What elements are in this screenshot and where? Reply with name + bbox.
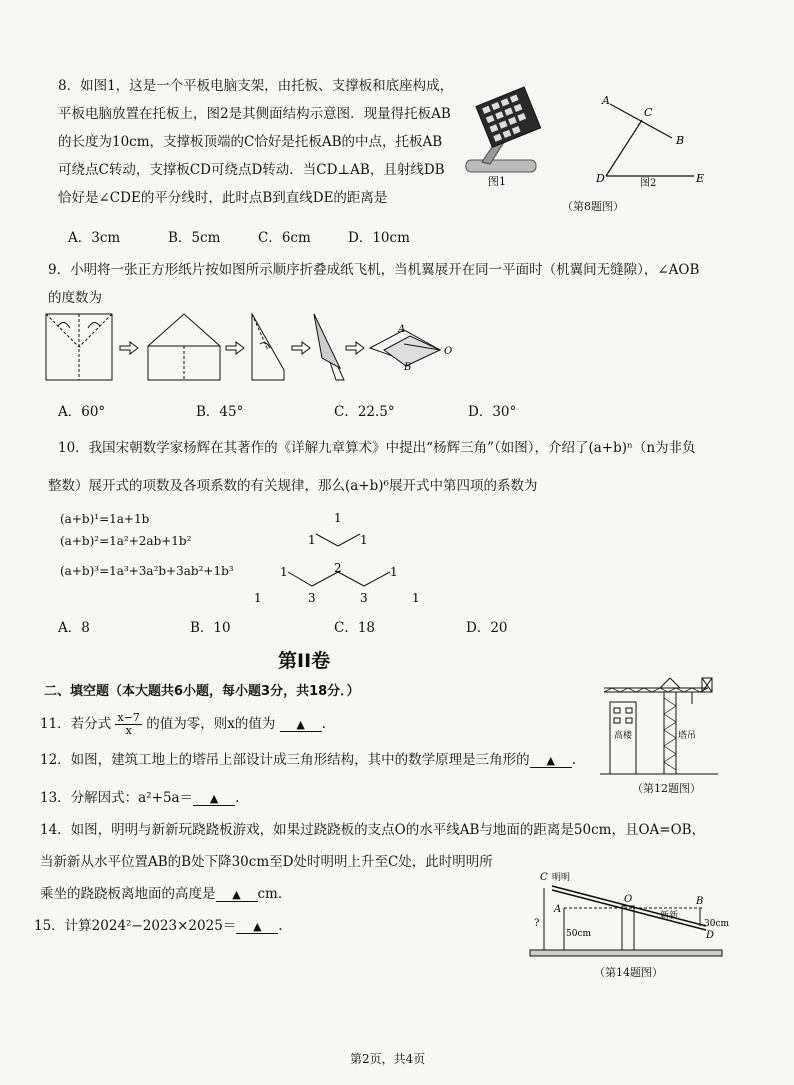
q10-line-1: 10．我国宋朝数学家杨辉在其著作的《详解九章算术》中提出“杨辉三角”（如图），介绍了(a+b)ⁿ（n为非负	[58, 440, 696, 456]
yanghui-r3-c2: 2	[334, 561, 342, 575]
q8-line-3: 的长度为10cm，支撑板顶端的C恰好是托板AB的中点，托板AB	[58, 134, 443, 150]
q14-line-3-wrap	[40, 886, 291, 902]
q10-expansion-1: (a+b)¹=1a+1b	[60, 512, 150, 526]
q12-fig-building-label: 高楼	[614, 731, 633, 741]
q10-option-c: C．18	[334, 620, 376, 636]
q10-line-2: 整数）展开式的项数及各项系数的有关规律，那么(a+b)⁶展开式中第四项的系数为	[48, 478, 538, 494]
q11-answer-blank[interactable]: ▲	[280, 718, 322, 732]
q14-answer-blank[interactable]: ▲	[216, 888, 258, 902]
q11-numerator: x−7	[117, 711, 140, 724]
q11-suffix: 的值为零，则x的值为	[146, 716, 276, 733]
q8-figure-caption: （第8题图）	[562, 200, 624, 213]
q11-end: .	[321, 716, 326, 733]
q15-end: .	[278, 918, 283, 934]
q13-text: 13．分解因式：a²+5a＝	[40, 790, 194, 806]
yanghui-r2-c1: 1	[308, 533, 316, 547]
yanghui-r1-c1: 1	[334, 511, 342, 525]
q9-label-o: O	[444, 346, 453, 357]
q8-label-a: A	[602, 94, 610, 107]
q14-unit: cm．	[257, 886, 292, 902]
q11-prefix: 11．若分式	[40, 716, 112, 733]
q14-label-mingming: 明明	[552, 873, 571, 883]
q8-figure-1	[462, 92, 552, 188]
q12-end: .	[571, 752, 576, 768]
q12-text: 12．如图，建筑工地上的塔吊上部设计成三角形结构，其中的数学原理是三角形的	[40, 752, 530, 768]
q8-option-a: A．3cm	[68, 230, 121, 246]
q14-line-3: 乘坐的跷跷板离地面的高度是	[40, 886, 216, 902]
q10-option-b: B．10	[190, 620, 231, 636]
q11-denominator: x	[125, 724, 132, 738]
q8-line-4: 可绕点C转动，支撑板CD可绕点D转动．当CD⊥AB，且射线DB	[58, 162, 445, 178]
q8-figure-2	[590, 92, 710, 188]
page-footer: 第2页，共4页	[350, 1052, 426, 1066]
q11	[40, 712, 326, 737]
q9-line-2: 的度数为	[48, 290, 102, 306]
q11-fraction	[115, 712, 141, 737]
q15	[34, 918, 283, 934]
yanghui-r3-c3: 1	[390, 565, 398, 579]
q9-option-b: B．45°	[196, 404, 244, 420]
q12-fig-crane-label: 塔吊	[678, 731, 697, 741]
q13-answer-blank[interactable]: ▲	[193, 792, 235, 806]
section-2-title: 第II卷	[278, 650, 331, 672]
q12	[40, 752, 576, 768]
q14-label-a: A	[554, 904, 562, 915]
q14-label-b: B	[696, 896, 704, 907]
q8-fig2-caption: 图2	[640, 178, 657, 189]
q10-expansion-3: (a+b)³=1a³+3a²b+3ab²+1b³	[60, 564, 234, 578]
q15-text: 15．计算2024²−2023×2025＝	[34, 918, 237, 934]
q10-option-d: D．20	[466, 620, 508, 636]
q14-line-2: 当新新从水平位置AB的B处下降30cm至D处时明明上升至C处，此时明明所	[40, 854, 493, 870]
q8-line-1: 8．如图1，这是一个平板电脑支架，由托板、支撑板和底座构成，	[58, 78, 454, 94]
q14-label-d: D	[706, 930, 715, 941]
q9-option-d: D．30°	[468, 404, 517, 420]
q14-label-30cm: 30cm	[704, 919, 730, 929]
q15-answer-blank[interactable]: ▲	[236, 920, 278, 934]
yanghui-r3-c1: 1	[280, 565, 288, 579]
q8-option-d: D．10cm	[348, 230, 410, 246]
q12-answer-blank[interactable]: ▲	[530, 754, 572, 768]
q8-option-c: C．6cm	[258, 230, 311, 246]
q13	[40, 790, 239, 806]
yanghui-r4-c2: 3	[308, 591, 316, 605]
q8-label-d: D	[596, 172, 605, 185]
q14-label-question: ?	[534, 918, 540, 929]
q10-option-a: A．8	[58, 620, 90, 636]
q9-label-b: B	[404, 362, 412, 373]
yanghui-r4-c1: 1	[254, 591, 262, 605]
q8-label-b: B	[676, 134, 685, 147]
q8-label-c: C	[644, 106, 653, 119]
q10-expansion-2: (a+b)²=1a²+2ab+1b²	[60, 534, 192, 548]
q12-crane-figure	[600, 674, 718, 778]
q14-label-o: O	[624, 894, 633, 905]
q8-fig1-caption: 图1	[488, 175, 506, 188]
q14-label-50cm: 50cm	[566, 929, 592, 939]
q9-option-a: A．60°	[58, 404, 106, 420]
q14-line-1: 14．如图，明明与新新玩跷跷板游戏，如果过跷跷板的支点O的水平线AB与地面的距离是50cm，且OA=OB，	[40, 822, 706, 838]
q14-label-xinxin: 新新	[660, 911, 679, 921]
section-2-heading: 二、填空题（本大题共6小题，每小题3分，共18分．）	[44, 684, 360, 699]
q9-line-1: 9．小明将一张正方形纸片按如图所示顺序折叠成纸飞机，当机翼展开在同一平面时（机翼间无缝隙），∠AOB	[48, 262, 700, 278]
q8-line-2: 平板电脑放置在托板上，图2是其侧面结构示意图．现量得托板AB	[58, 106, 451, 122]
q12-figure-caption: （第12题图）	[632, 782, 701, 795]
q14-figure-caption: （第14题图）	[594, 966, 663, 979]
q8-line-5: 恰好是∠CDE的平分线时，此时点B到直线DE的距离是	[58, 190, 388, 206]
q8-label-e: E	[696, 172, 705, 185]
yanghui-r4-c3: 3	[360, 591, 368, 605]
yanghui-r4-c4: 1	[412, 591, 420, 605]
q8-option-b: B．5cm	[168, 230, 221, 246]
q9-option-c: C．22.5°	[334, 404, 395, 420]
q14-seesaw-figure	[530, 866, 730, 962]
q10-yanghui-triangle	[250, 506, 430, 606]
q14-label-c: C	[540, 872, 548, 883]
q9-folding-figure	[44, 310, 464, 390]
q13-end: .	[235, 790, 240, 806]
q9-label-a: A	[398, 324, 406, 335]
yanghui-r2-c2: 1	[360, 533, 368, 547]
